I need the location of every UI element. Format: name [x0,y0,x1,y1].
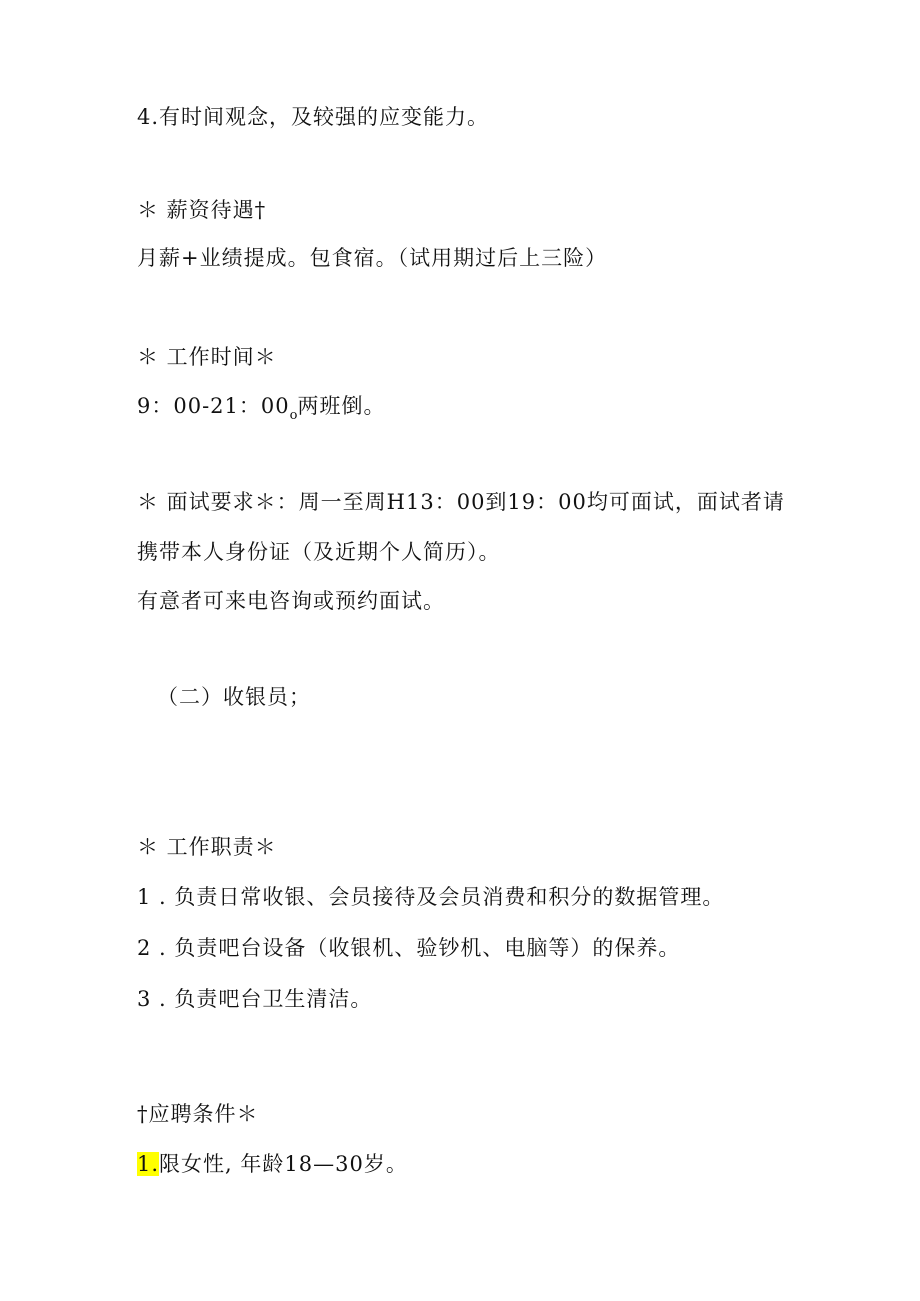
cashier-section-title: （二）收银员； [157,685,311,709]
condition-item-1 [137,1150,408,1178]
interview-requirements-line-1: ＊ 面试要求＊：周一至周H13：00到19：00均可面试，面试者请 [137,490,785,514]
job-duties-heading: ＊ 工作职责＊ [137,835,277,859]
work-hours-subscript: o [289,408,298,423]
condition-1-text: 限女性, 年龄18—30岁。 [159,1152,408,1176]
duty-item-1: 1 . 负责日常收银、会员接待及会员消费和积分的数据管理。 [137,885,725,909]
work-hours-main: 9：00-21：00 [137,394,290,418]
work-hours-text [137,392,385,430]
condition-1-number-highlight: 1. [137,1152,160,1176]
requirement-4-text: 4.有时间观念，及较强的应变能力。 [137,105,490,129]
duty-item-3: 3 . 负责吧台卫生清洁。 [137,987,373,1011]
interview-requirements-line-2: 携带本人身份证（及近期个人简历）。 [137,540,501,564]
duty-item-2: 2 . 负责吧台设备（收银机、验钞机、电脑等）的保养。 [137,936,681,960]
work-hours-tail: 两班倒。 [297,394,386,418]
salary-text: 月薪+业绩提成。包食宿。（试用期过后上三险） [137,246,608,270]
application-conditions-heading: †应聘条件＊ [137,1102,259,1126]
salary-heading: ＊ 薪资待遇† [137,198,267,222]
interview-contact-line: 有意者可来电咨询或预约面试。 [137,589,445,613]
work-hours-heading: ＊ 工作时间＊ [137,345,277,369]
